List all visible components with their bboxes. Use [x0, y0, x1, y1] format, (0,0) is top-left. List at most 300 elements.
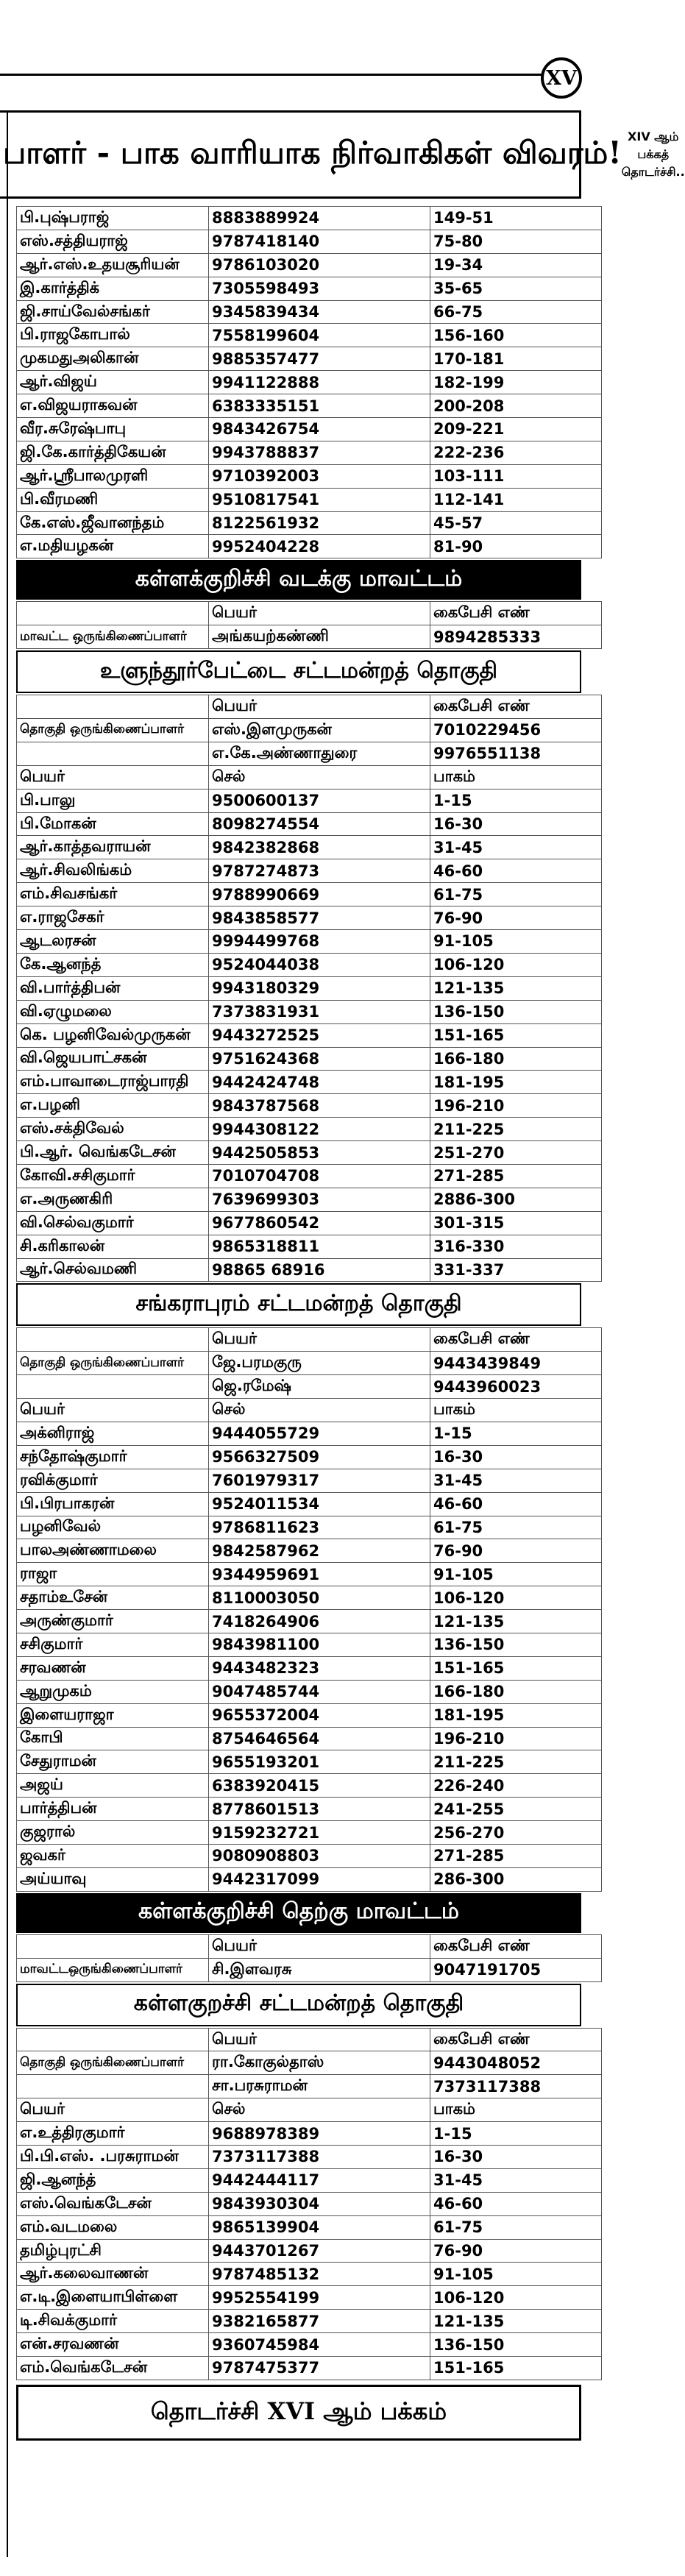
name-cell: ஆர்.ஸ்ரீபாலமுரளி — [17, 464, 209, 488]
name-cell: எ.ராஜசேகர் — [17, 906, 209, 930]
part-cell: 196-210 — [430, 1094, 602, 1118]
phone-cell: 9952554199 — [209, 2286, 430, 2310]
table-row: சா.பரசுராமன் 7373117388 — [17, 2075, 602, 2098]
table-row: பெயர் கைபேசி எண் — [17, 1328, 602, 1352]
name-cell: ஆர்.காத்தவராயன் — [17, 836, 209, 859]
part-cell: 156-160 — [430, 324, 602, 347]
phone-cell: 9442424748 — [209, 1071, 430, 1094]
part-cell: 1-15 — [430, 2122, 602, 2146]
page-title: பாளர் - பாக வாரியாக நிர்வாகிகள் விவரம்! — [3, 134, 622, 171]
name-cell: எ.உத்திரகுமார் — [17, 2122, 209, 2146]
table-row — [17, 1023, 602, 1047]
part-cell: 182-199 — [430, 371, 602, 394]
part-cell: 112-141 — [430, 488, 602, 511]
phone-cell: 9843981100 — [209, 1633, 430, 1656]
table-row — [17, 1188, 602, 1211]
name-cell: எஸ்.வெங்கடேசன் — [17, 2192, 209, 2215]
table-row: எ.கே.அண்ணாதுரை 9976551138 — [17, 742, 602, 765]
phone-cell: 9360745984 — [209, 2333, 430, 2357]
phone-cell: 9843858577 — [209, 906, 430, 930]
table-row — [17, 2310, 602, 2333]
phone-cell: 9443701267 — [209, 2239, 430, 2263]
part-cell: 121-135 — [430, 1610, 602, 1633]
section-title-ulundurpet: உளுந்தூர்பேட்டை சட்டமன்றத் தொகுதி — [16, 650, 581, 693]
table-row — [17, 1563, 602, 1586]
phone-cell: 9787475377 — [209, 2357, 430, 2380]
name-cell: பாலஅண்ணாமலை — [17, 1539, 209, 1563]
part-cell: 241-255 — [430, 1798, 602, 1821]
table-header-row: பெயர் செல் பாகம் — [17, 765, 602, 789]
phone-cell: 9688978389 — [209, 2122, 430, 2146]
table-row: பெயர் கைபேசி எண் — [17, 602, 602, 625]
name-cell: சேதுராமன் — [17, 1750, 209, 1774]
table-row: ஜெ.ரமேஷ் 9443960023 — [17, 1375, 602, 1399]
table-row: தொகுதி ஒருங்கிணைப்பாளர் ஜே.பரமகுரு 9443439849 — [17, 1352, 602, 1375]
name-cell: ஆர்.கலைவாணன் — [17, 2263, 209, 2286]
phone-cell: 9751624368 — [209, 1047, 430, 1071]
continuation-footer: தொடர்ச்சி XVI ஆம் பக்கம் — [16, 2385, 581, 2441]
table-row — [17, 1774, 602, 1798]
phone-cell: 9941122888 — [209, 371, 430, 394]
part-cell: 209-221 — [430, 418, 602, 441]
name-cell: எஸ்.சத்தியராஜ் — [17, 230, 209, 253]
table-row — [17, 2215, 602, 2239]
table-row — [17, 1422, 602, 1445]
table-row: மாவட்டஒருங்கிணைப்பாளர் சி.இளவரசு 9047191705 — [17, 1958, 602, 1981]
table-row — [17, 2239, 602, 2263]
name-cell: பி.ஆர். வெங்கடேசன் — [17, 1141, 209, 1165]
phone-cell: 9080908803 — [209, 1845, 430, 1868]
phone-cell: 9842587962 — [209, 1539, 430, 1563]
name-cell: கோபி — [17, 1727, 209, 1750]
table-row — [17, 2122, 602, 2146]
name-cell: ஆர்.விஜய் — [17, 371, 209, 394]
table-row — [17, 1539, 602, 1563]
name-cell: கோவி.சசிகுமார் — [17, 1164, 209, 1188]
table-row — [17, 1258, 602, 1282]
name-cell: பி.பி.எஸ். .பரசுராமன் — [17, 2146, 209, 2169]
table-row — [17, 1211, 602, 1235]
part-cell: 31-45 — [430, 2168, 602, 2192]
table-row — [17, 1727, 602, 1750]
part-cell: 91-105 — [430, 1563, 602, 1586]
table-row — [17, 1235, 602, 1258]
part-cell: 106-120 — [430, 953, 602, 976]
name-cell: கே.ஆனந்த் — [17, 953, 209, 976]
part-cell: 76-90 — [430, 1539, 602, 1563]
table-row — [17, 300, 602, 324]
part-cell: 61-75 — [430, 2215, 602, 2239]
table-row — [17, 2286, 602, 2310]
part-cell: 200-208 — [430, 394, 602, 418]
phone-cell: 9524011534 — [209, 1492, 430, 1516]
phone-cell: 8098274554 — [209, 812, 430, 836]
phone-cell: 9442444117 — [209, 2168, 430, 2192]
table-row — [17, 464, 602, 488]
name-cell: ஜி.ஆனந்த் — [17, 2168, 209, 2192]
name-cell: பி.பிரபாகரன் — [17, 1492, 209, 1516]
table-row — [17, 789, 602, 812]
name-cell: அருண்குமார் — [17, 1610, 209, 1633]
phone-cell: 9524044038 — [209, 953, 430, 976]
part-cell: 196-210 — [430, 1727, 602, 1750]
name-cell: பி.பாலு — [17, 789, 209, 812]
phone-cell: 9443272525 — [209, 1023, 430, 1047]
phone-cell: 9885357477 — [209, 347, 430, 371]
name-cell: எம்.வெங்கடேசன் — [17, 2357, 209, 2380]
part-cell: 46-60 — [430, 1492, 602, 1516]
part-cell: 19-34 — [430, 253, 602, 277]
phone-cell: 98865 68916 — [209, 1258, 430, 1282]
part-cell: 61-75 — [430, 1516, 602, 1539]
name-cell: எ.டி.இளையாபிள்ளை — [17, 2286, 209, 2310]
table-row — [17, 347, 602, 371]
table-row — [17, 1469, 602, 1492]
phone-cell: 8778601513 — [209, 1798, 430, 1821]
part-cell: 136-150 — [430, 1000, 602, 1023]
name-cell: ஆறுமுகம் — [17, 1680, 209, 1703]
name-cell: ஜி.சாய்வேல்சங்கர் — [17, 300, 209, 324]
phone-cell: 9344959691 — [209, 1563, 430, 1586]
part-cell: 16-30 — [430, 2146, 602, 2169]
name-cell: பார்த்திபன் — [17, 1798, 209, 1821]
part-cell: 166-180 — [430, 1047, 602, 1071]
phone-cell: 8122561932 — [209, 511, 430, 535]
phone-cell: 7373117388 — [209, 2146, 430, 2169]
part-cell: 271-285 — [430, 1845, 602, 1868]
table-row: மாவட்ட ஒருங்கிணைப்பாளர் அங்கயற்கண்ணி 9894285333 — [17, 625, 602, 649]
name-cell: ஆர்.சிவலிங்கம் — [17, 859, 209, 883]
name-cell: ஆர்.செல்வமணி — [17, 1258, 209, 1282]
table-row — [17, 2146, 602, 2169]
name-cell: வீர.சுரேஷ்பாபு — [17, 418, 209, 441]
name-cell: வி.ஜெயபாட்சகன் — [17, 1047, 209, 1071]
name-cell: ஆடலரசன் — [17, 930, 209, 954]
table-row — [17, 441, 602, 464]
section-title-kallakurichi: கள்ளகுறச்சி சட்டமன்றத் தொகுதி — [16, 1984, 581, 2026]
part-cell: 81-90 — [430, 535, 602, 558]
part-cell: 31-45 — [430, 1469, 602, 1492]
continuation-line-1: XIV ஆம் பக்கத் — [628, 129, 679, 161]
part-cell: 1-15 — [430, 789, 602, 812]
table-row — [17, 1845, 602, 1868]
part-cell: 211-225 — [430, 1118, 602, 1141]
part-cell: 66-75 — [430, 300, 602, 324]
part-cell: 170-181 — [430, 347, 602, 371]
table-section-0 — [16, 206, 602, 558]
phone-cell: 8110003050 — [209, 1586, 430, 1610]
part-cell: 166-180 — [430, 1680, 602, 1703]
section-title-sankarapuram: சங்கராபுரம் சட்டமன்றத் தொகுதி — [16, 1283, 581, 1326]
name-cell: ஜி.கே.கார்த்திகேயன் — [17, 441, 209, 464]
table-row — [17, 1047, 602, 1071]
part-cell: 226-240 — [430, 1774, 602, 1798]
table-row: தொகுதி ஒருங்கிணைப்பாளர் எஸ்.இளமுருகன் 7010229456 — [17, 719, 602, 742]
table-row: பெயர் கைபேசி எண் — [17, 2028, 602, 2051]
name-cell: எ.பழனி — [17, 1094, 209, 1118]
table-row — [17, 812, 602, 836]
phone-cell: 9047485744 — [209, 1680, 430, 1703]
table-row — [17, 418, 602, 441]
phone-cell: 9382165877 — [209, 2310, 430, 2333]
part-cell: 91-105 — [430, 930, 602, 954]
name-cell: அய்யாவு — [17, 1867, 209, 1891]
phone-cell: 9787485132 — [209, 2263, 430, 2286]
part-cell: 31-45 — [430, 836, 602, 859]
part-cell: 136-150 — [430, 2333, 602, 2357]
phone-cell: 9500600137 — [209, 789, 430, 812]
name-cell: சதாம்உசேன் — [17, 1586, 209, 1610]
part-cell: 286-300 — [430, 1867, 602, 1891]
name-cell: வி.ஏழுமலை — [17, 1000, 209, 1023]
part-cell: 136-150 — [430, 1633, 602, 1656]
phone-cell: 9786811623 — [209, 1516, 430, 1539]
part-cell: 76-90 — [430, 906, 602, 930]
table-row: தொகுதி ஒருங்கிணைப்பாளர் ரா.கோகுல்தாஸ் 9443048052 — [17, 2051, 602, 2075]
phone-cell: 9677860542 — [209, 1211, 430, 1235]
continuation-line-2: தொடர்ச்சி.. — [621, 165, 685, 179]
part-cell: 76-90 — [430, 2239, 602, 2263]
part-cell: 2886-300 — [430, 1188, 602, 1211]
table-row: பெயர் கைபேசி எண் — [17, 1934, 602, 1958]
left-column-edge — [0, 110, 8, 2557]
table-row — [17, 535, 602, 558]
table-row — [17, 859, 602, 883]
name-cell: பழனிவேல் — [17, 1516, 209, 1539]
phone-cell: 9787418140 — [209, 230, 430, 253]
phone-cell: 9510817541 — [209, 488, 430, 511]
name-cell: பி.ராஜகோபால் — [17, 324, 209, 347]
part-cell: 151-165 — [430, 1656, 602, 1680]
table-row — [17, 836, 602, 859]
phone-cell: 7305598493 — [209, 277, 430, 300]
part-cell: 151-165 — [430, 1023, 602, 1047]
phone-cell: 9443482323 — [209, 1656, 430, 1680]
part-cell: 181-195 — [430, 1071, 602, 1094]
table-row — [17, 906, 602, 930]
table-header-row: பெயர் செல் பாகம் — [17, 1399, 602, 1422]
table-row — [17, 1867, 602, 1891]
part-cell: 91-105 — [430, 2263, 602, 2286]
name-cell: கே.எஸ்.ஜீவானந்தம் — [17, 511, 209, 535]
phone-cell: 6383920415 — [209, 1774, 430, 1798]
part-cell: 211-225 — [430, 1750, 602, 1774]
part-cell: 301-315 — [430, 1211, 602, 1235]
table-row — [17, 1610, 602, 1633]
name-cell: ஆர்.எஸ்.உதயசூரியன் — [17, 253, 209, 277]
name-cell: பி.மோகன் — [17, 812, 209, 836]
part-cell: 61-75 — [430, 883, 602, 906]
table-row — [17, 1750, 602, 1774]
table-row — [17, 1118, 602, 1141]
name-cell: பி.புஷ்பராஜ் — [17, 207, 209, 230]
part-cell: 331-337 — [430, 1258, 602, 1282]
name-cell: வி.செல்வகுமார் — [17, 1211, 209, 1235]
name-cell: எம்.வடமலை — [17, 2215, 209, 2239]
name-cell: தமிழ்புரட்சி — [17, 2239, 209, 2263]
phone-cell: 9788990669 — [209, 883, 430, 906]
name-cell: கெ. பழனிவேல்முருகன் — [17, 1023, 209, 1047]
table-south-district — [16, 1934, 602, 1982]
name-cell: எ.மதியழகன் — [17, 535, 209, 558]
phone-cell: 9952404228 — [209, 535, 430, 558]
name-cell: எஸ்.சக்திவேல் — [17, 1118, 209, 1141]
section-title-north-district: கள்ளக்குறிச்சி வடக்கு மாவட்டம் — [16, 560, 581, 600]
table-north-district — [16, 601, 602, 649]
table-row — [17, 488, 602, 511]
part-cell: 16-30 — [430, 1445, 602, 1469]
phone-cell: 6383335151 — [209, 394, 430, 418]
table-row — [17, 1703, 602, 1727]
phone-cell: 9444055729 — [209, 1422, 430, 1445]
table-row — [17, 1633, 602, 1656]
main-column — [16, 206, 581, 2441]
part-cell: 103-111 — [430, 464, 602, 488]
name-cell: எ.விஜயராகவன் — [17, 394, 209, 418]
table-row — [17, 277, 602, 300]
table-row — [17, 324, 602, 347]
table-row — [17, 207, 602, 230]
phone-cell: 8883889924 — [209, 207, 430, 230]
table-row — [17, 2333, 602, 2357]
phone-cell: 7601979317 — [209, 1469, 430, 1492]
name-cell: பி.வீரமணி — [17, 488, 209, 511]
name-cell: ரவிக்குமார் — [17, 1469, 209, 1492]
phone-cell: 9345839434 — [209, 300, 430, 324]
table-row — [17, 1492, 602, 1516]
phone-cell: 9994499768 — [209, 930, 430, 954]
top-rule — [0, 74, 544, 76]
phone-cell: 8754646564 — [209, 1727, 430, 1750]
part-cell: 16-30 — [430, 812, 602, 836]
part-cell: 222-236 — [430, 441, 602, 464]
phone-cell: 9442505853 — [209, 1141, 430, 1165]
table-row — [17, 930, 602, 954]
phone-cell: 7010704708 — [209, 1164, 430, 1188]
phone-cell: 9710392003 — [209, 464, 430, 488]
phone-cell: 9159232721 — [209, 1821, 430, 1845]
table-row — [17, 1821, 602, 1845]
phone-cell: 9943180329 — [209, 976, 430, 1000]
table-row — [17, 371, 602, 394]
name-cell: சரவணன் — [17, 1656, 209, 1680]
section-title-south-district: கள்ளக்குறிச்சி தெற்கு மாவட்டம் — [16, 1893, 581, 1933]
table-row — [17, 2357, 602, 2380]
part-cell: 75-80 — [430, 230, 602, 253]
table-row — [17, 2263, 602, 2286]
part-cell: 106-120 — [430, 1586, 602, 1610]
name-cell: எம்.சிவசங்கர் — [17, 883, 209, 906]
table-kallakurichi — [16, 2028, 602, 2380]
phone-cell: 9442317099 — [209, 1867, 430, 1891]
table-row — [17, 1164, 602, 1188]
phone-cell: 9842382868 — [209, 836, 430, 859]
part-cell: 1-15 — [430, 1422, 602, 1445]
part-cell: 35-65 — [430, 277, 602, 300]
table-row — [17, 2168, 602, 2192]
name-cell: எ.அருணகிரி — [17, 1188, 209, 1211]
name-cell: குஜரால் — [17, 1821, 209, 1845]
table-row: பெயர் கைபேசி எண் — [17, 695, 602, 719]
table-row — [17, 394, 602, 418]
part-cell: 46-60 — [430, 2192, 602, 2215]
part-cell: 106-120 — [430, 2286, 602, 2310]
name-cell: சி.கரிகாலன் — [17, 1235, 209, 1258]
phone-cell: 9843787568 — [209, 1094, 430, 1118]
page-header — [0, 110, 685, 199]
table-row — [17, 2192, 602, 2215]
part-cell: 121-135 — [430, 976, 602, 1000]
phone-cell: 9787274873 — [209, 859, 430, 883]
name-cell: வி.பார்த்திபன் — [17, 976, 209, 1000]
table-row — [17, 883, 602, 906]
phone-cell: 9943788837 — [209, 441, 430, 464]
phone-cell: 9843426754 — [209, 418, 430, 441]
page-number-badge: XV — [541, 57, 582, 99]
name-cell: என்.சரவணன் — [17, 2333, 209, 2357]
part-cell: 251-270 — [430, 1141, 602, 1165]
table-row — [17, 511, 602, 535]
table-row — [17, 1141, 602, 1165]
name-cell: இளையராஜா — [17, 1703, 209, 1727]
part-cell: 151-165 — [430, 2357, 602, 2380]
phone-cell: 9865139904 — [209, 2215, 430, 2239]
phone-cell: 9655193201 — [209, 1750, 430, 1774]
part-cell: 316-330 — [430, 1235, 602, 1258]
name-cell: அஜய் — [17, 1774, 209, 1798]
name-cell: அக்னிராஜ் — [17, 1422, 209, 1445]
table-header-row: பெயர் செல் பாகம் — [17, 2098, 602, 2122]
table-row — [17, 1071, 602, 1094]
table-ulundurpet — [16, 695, 602, 1282]
part-cell: 121-135 — [430, 2310, 602, 2333]
name-cell: டி.சிவக்குமார் — [17, 2310, 209, 2333]
table-row — [17, 1000, 602, 1023]
part-cell: 45-57 — [430, 511, 602, 535]
table-row — [17, 1680, 602, 1703]
phone-cell: 9865318811 — [209, 1235, 430, 1258]
name-cell: எம்.பாவாடைராஜ்பாரதி — [17, 1071, 209, 1094]
table-row — [17, 1445, 602, 1469]
phone-cell: 9566327509 — [209, 1445, 430, 1469]
table-row — [17, 230, 602, 253]
phone-cell: 9655372004 — [209, 1703, 430, 1727]
part-cell: 149-51 — [430, 207, 602, 230]
phone-cell: 7639699303 — [209, 1188, 430, 1211]
name-cell: இ.கார்த்திக் — [17, 277, 209, 300]
name-cell: ஜவகர் — [17, 1845, 209, 1868]
table-sankarapuram — [16, 1327, 602, 1891]
phone-cell: 7558199604 — [209, 324, 430, 347]
table-row — [17, 1798, 602, 1821]
part-cell: 181-195 — [430, 1703, 602, 1727]
name-cell: ராஜா — [17, 1563, 209, 1586]
part-cell: 256-270 — [430, 1821, 602, 1845]
part-cell: 46-60 — [430, 859, 602, 883]
continuation-note — [622, 128, 685, 181]
phone-cell: 9786103020 — [209, 253, 430, 277]
phone-cell: 7373831931 — [209, 1000, 430, 1023]
table-row — [17, 976, 602, 1000]
table-row — [17, 253, 602, 277]
table-row — [17, 1094, 602, 1118]
phone-cell: 9944308122 — [209, 1118, 430, 1141]
phone-cell: 9843930304 — [209, 2192, 430, 2215]
phone-cell: 7418264906 — [209, 1610, 430, 1633]
table-row — [17, 953, 602, 976]
table-row — [17, 1516, 602, 1539]
name-cell: சசிகுமார் — [17, 1633, 209, 1656]
